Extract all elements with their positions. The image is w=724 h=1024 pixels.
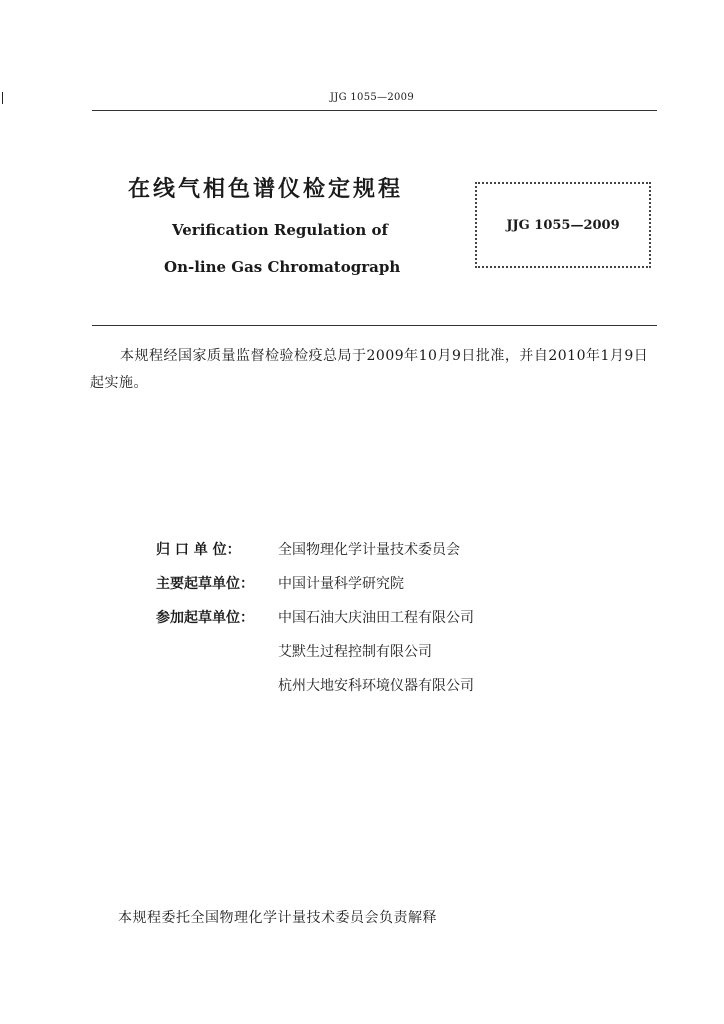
main-drafter-row (156, 573, 404, 593)
responsible-unit-label: 归 口 单 位： (156, 542, 241, 558)
title-english-line1: Verification Regulation of (172, 221, 388, 239)
header-code: JJG 1055—2009 (330, 92, 414, 103)
regulation-code-box (475, 182, 651, 268)
responsible-unit-value: 全国物理化学计量技术委员会 (278, 542, 460, 558)
scan-margin-mark (2, 92, 3, 104)
section-rule (92, 325, 657, 326)
participant-drafters-label: 参加起草单位： (156, 610, 254, 626)
title-chinese: 在线气相色谱仪检定规程 (128, 177, 404, 202)
main-drafter-label: 主要起草单位： (156, 576, 254, 592)
header-rule (92, 110, 657, 111)
responsible-unit-row (156, 539, 460, 559)
participant-drafters-row (156, 607, 474, 627)
approval-paragraph: 本规程经国家质量监督检验检疫总局于2009年10月9日批准，并自2010年1月9日起实施。 (90, 348, 649, 391)
participant-drafter-1: 中国石油大庆油田工程有限公司 (278, 610, 474, 626)
interpretation-note: 本规程委托全国物理化学计量技术委员会负责解释 (118, 910, 437, 926)
regulation-code: JJG 1055—2009 (506, 218, 620, 233)
participant-drafter-3: 杭州大地安科环境仪器有限公司 (278, 678, 474, 694)
title-english-line2: On-line Gas Chromatograph (164, 258, 401, 276)
participant-drafter-2: 艾默生过程控制有限公司 (278, 644, 432, 660)
main-drafter-value: 中国计量科学研究院 (278, 576, 404, 592)
